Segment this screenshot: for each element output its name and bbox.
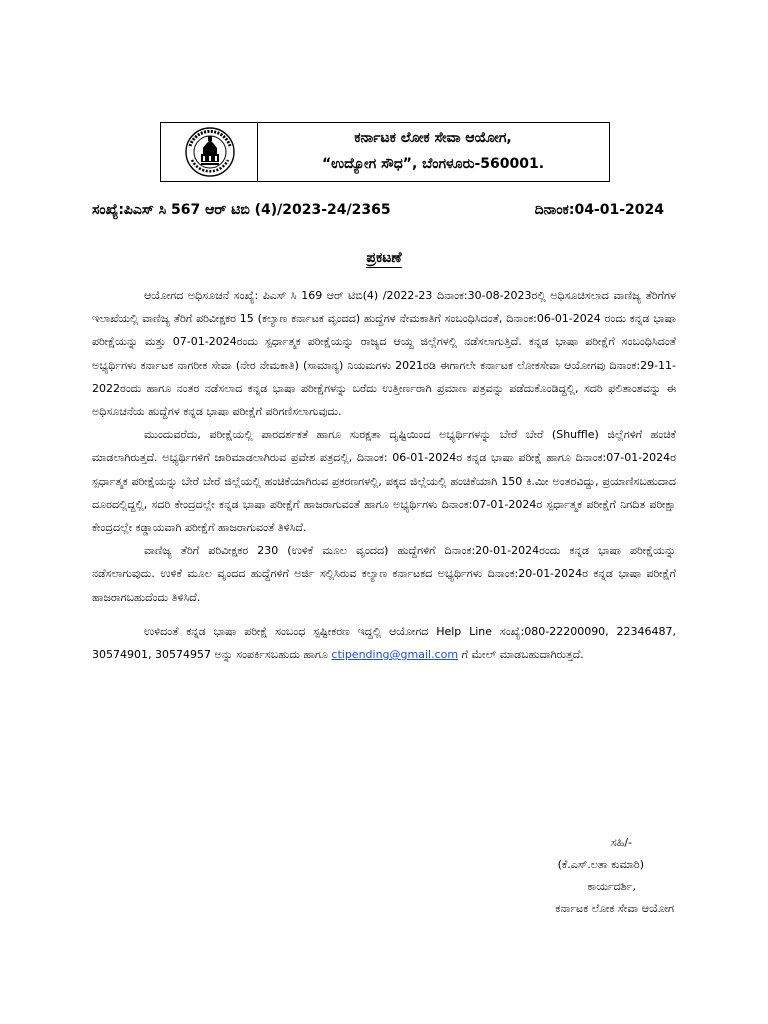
notice-title-text: ಪ್ರಕಟಣೆ: [366, 250, 402, 266]
paragraph-shuffle: ಮುಂದುವರೆದು, ಪರೀಕ್ಷೆಯಲ್ಲಿ ಪಾರದರ್ಶಕತೆ ಹಾಗೂ ಸುರಕ್ಷತಾ ದೃಷ್ಟಿಯಿಂದ ಅಭ್ಯರ್ಥಿಗಳನ್ನು ಬೇರೆ ಬೇರೆ (Shuffle) ಜಿಲ್ಲೆಗಳಿಗೆ ಹಂಚಿಕೆ ಮಾಡಲಾಗಿರುತ್ತದೆ. ಅಭ್ಯರ್ಥಿಗಳಿಗೆ ಜಾರಿಮಾಡಲಾಗಿರುವ ಪ್ರವೇಶ ಪತ್ರದಲ್ಲಿ, ದಿನಾಂಕ: 06-01-2024ರ ಕನ್ನಡ ಭಾಷಾ ಪರೀಕ್ಷೆ ಹಾಗೂ ದಿನಾಂಕ:07-01-2024ರ ಸ್ಪರ್ಧಾತ್ಮಕ ಪರೀಕ್ಷೆಯನ್ನು ಬೇರೆ ಬೇರೆ ಜಿಲ್ಲೆಯಲ್ಲಿ ಹಂಚಿಕೆಯಾಗಿರುವ ಪ್ರಕರಣಗಳಲ್ಲಿ, ಪಕ್ಕದ ಜಿಲ್ಲೆಯಲ್ಲಿ ಹಂಚಿಕೆಯಾಗಿ 150 ಕಿ.ಮೀ ಅಂತರವಿದ್ದು, ಪ್ರಯಾಣಿಸಬಹುದಾದ ದೂರದಲ್ಲಿದ್ದಲ್ಲಿ, ಸದರಿ ಕೇಂದ್ರದಲ್ಲೇ ಕನ್ನಡ ಭಾಷಾ ಪರೀಕ್ಷೆಗೆ ಹಾಜರಾಗುವಂತೆ ಹಾಗೂ ಅಭ್ಯರ್ಥಿಗಳು ದಿನಾಂಕ:07-01-2024ರ ಸ್ಪರ್ಧಾತ್ಮಕ ಪರೀಕ್ಷೆಗೆ ನಿಗದಿತ ಪರೀಕ್ಷಾ ಕೇಂದ್ರದಲ್ಲೇ ಕಡ್ಡಾಯವಾಗಿ ಪರೀಕ್ಷೆಗೆ ಹಾಜರಾಗುವಂತೆ ತಿಳಿಸಿದೆ.: [92, 428, 676, 535]
paragraph-contact: [92, 620, 676, 666]
contact-text-after: ಗೆ ಮೇಲ್ ಮಾಡಬಹುದಾಗಿರುತ್ತದೆ.: [458, 648, 584, 662]
kpsc-emblem-icon: [179, 126, 241, 178]
signatory-designation: ಕಾರ್ಯದರ್ಶಿ,: [587, 880, 636, 893]
letterhead-box: [160, 122, 610, 182]
signed-mark: ಸಹಿ/-: [610, 836, 632, 849]
signature-block: [474, 832, 674, 920]
reference-date: ದಿನಾಂಕ:04-01-2024: [534, 202, 664, 218]
signatory-organization: ಕರ್ನಾಟಕ ಲೋಕ ಸೇವಾ ಆಯೋಗ: [555, 902, 674, 915]
paragraph-notification: ಆಯೋಗದ ಅಧಿಸೂಚನೆ ಸಂಖ್ಯೆ: ಪಿಎಸ್ ಸಿ 169 ಆರ್ ಟಿಬಿ(4) /2022-23 ದಿನಾಂಕ:30-08-2023ರಲ್ಲಿ ಅಧಿಸೂಚಿಸಲಾದ ವಾಣಿಜ್ಯ ತೆರಿಗೆಗಳ ಇಲಾಖೆಯಲ್ಲಿ ವಾಣಿಜ್ಯ ತೆರಿಗೆ ಪರಿವೀಕ್ಷಕರ 15 (ಕಲ್ಯಾಣ ಕರ್ನಾಟಕ ವೃಂದದ) ಹುದ್ದೆಗಳ ನೇಮಕಾತಿಗೆ ಸಂಬಂಧಿಸಿದಂತೆ, ದಿನಾಂಕ:06-01-2024 ರಂದು ಕನ್ನಡ ಭಾಷಾ ಪರೀಕ್ಷೆಯನ್ನು ಮತ್ತು 07-01-2024ರಂದು ಸ್ಪರ್ಧಾತ್ಮಕ ಪರೀಕ್ಷೆಯನ್ನು ರಾಜ್ಯದ ಆಯ್ದ ಜಿಲ್ಲೆಗಳಲ್ಲಿ ನಡೆಸಲಾಗುತ್ತಿದೆ. ಕನ್ನಡ ಭಾಷಾ ಪರೀಕ್ಷೆಗೆ ಸಂಬಂಧಿಸಿದಂತೆ ಅಭ್ಯರ್ಥಿಗಳು ಕರ್ನಾಟಕ ನಾಗರೀಕ ಸೇವಾ (ನೇರ ನೇಮಕಾತಿ) (ಸಾಮಾನ್ಯ) ನಿಯಮಗಳು 2021ರಡಿ ಈಗಾಗಲೇ ಕರ್ನಾಟಕ ಲೋಕಸೇವಾ ಆಯೋಗವು ದಿನಾಂಕ:29-11-2022ರಂದು ಹಾಗೂ ನಂತರ ನಡೆಸಲಾದ ಕನ್ನಡ ಭಾಷಾ ಪರೀಕ್ಷೆಗಳನ್ನು ಬರೆದು ಉತ್ತೀರ್ಣರಾಗಿ ಪ್ರಮಾಣ ಪತ್ರವನ್ನು ಪಡೆದುಕೊಂಡಿದ್ದಲ್ಲಿ, ಸದರಿ ಫಲಿತಾಂಶವನ್ನು ಈ ಅಧಿಸೂಚನೆಯ ಹುದ್ದೆಗಳ ಕನ್ನಡ ಭಾಷಾ ಪರೀಕ್ಷೆಗೆ ಪರಿಗಣಿಸಲಾಗುವುದು.: [92, 289, 676, 419]
notice-title: [0, 248, 768, 268]
organization-address: “ಉದ್ಯೋಗ ಸೌಧ”, ಬೆಂಗಳೂರು-560001.: [321, 156, 545, 172]
paragraph-inspectors: ವಾಣಿಜ್ಯ ತೆರಿಗೆ ಪರಿವೀಕ್ಷಕರ 230 (ಉಳಿಕೆ ಮೂಲ ವೃಂದದ) ಹುದ್ದೆಗಳಿಗೆ ದಿನಾಂಕ:20-01-2024ರಂದು ಕನ್ನಡ ಭಾಷಾ ಪರೀಕ್ಷೆಯನ್ನು ನಡೆಸಲಾಗುವುದು. ಉಳಿಕೆ ಮೂಲ ವೃಂದದ ಹುದ್ದೆಗಳಿಗೆ ಅರ್ಜಿ ಸಲ್ಲಿಸಿರುವ ಕಲ್ಯಾಣ ಕರ್ನಾಟಕದ ಅಭ್ಯರ್ಥಿಗಳು ದಿನಾಂಕ:20-01-2024ರ ಕನ್ನಡ ಭಾಷಾ ಪರೀಕ್ಷೆಗೆ ಹಾಜರಾಗಬಹುದೆಂದು ತಿಳಿಸಿದೆ.: [92, 544, 676, 604]
organization-name: ಕರ್ನಾಟಕ ಲೋಕ ಸೇವಾ ಆಯೋಗ,: [354, 130, 512, 146]
email-link[interactable]: ctipending@gmail.com: [331, 648, 459, 662]
notice-body: [92, 284, 676, 666]
signatory-name: (ಕೆ.ಎಸ್.ಲತಾ ಕುಮಾರಿ): [557, 858, 644, 871]
reference-number: ಸಂಖ್ಯೆ:ಪಿಎಸ್ ಸಿ 567 ಆರ್ ಟಿಬಿ (4)/2023-24/2365: [92, 202, 391, 218]
contact-text-before: ಉಳಿದಂತೆ ಕನ್ನಡ ಭಾಷಾ ಪರೀಕ್ಷೆ ಸಂಬಂಧ ಸ್ಪಷ್ಟೀಕರಣ ಇದ್ದಲ್ಲಿ ಆಯೋಗದ Help Line ಸಂಖ್ಯೆ:080-22200090, 22346487, 30574901, 30574957 ಅನ್ನು ಸಂಪರ್ಕಿಸಬಹುದು ಹಾಗೂ: [92, 624, 676, 662]
